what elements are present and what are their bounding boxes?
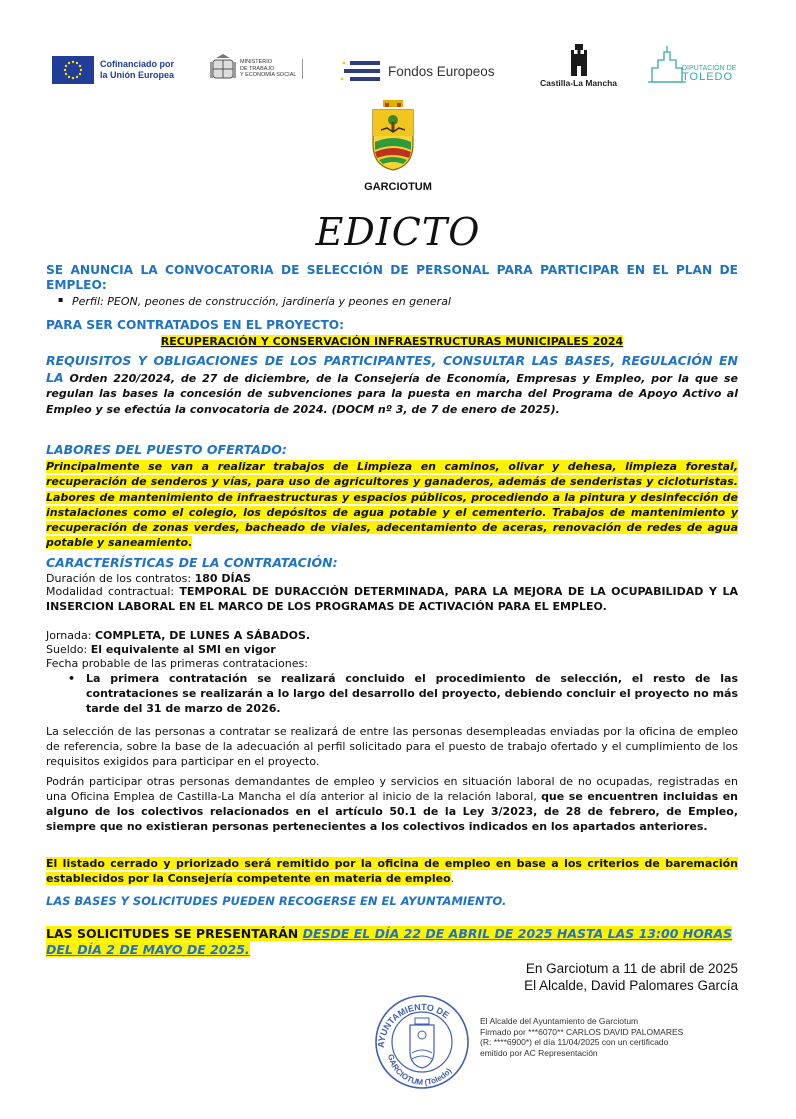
ministry-line3: Y ECONOMÍA SOCIAL — [240, 72, 297, 79]
seal-top-text: AYUNTAMIENTO DE — [375, 1001, 452, 1049]
tasks-body: Principalmente se van a realizar trabajos de Limpieza en caminos, olivar y dehesa, limpieza forestal, recuperación de senderos y vías, para uso de agricultores y ganaderos, además de senderistas y cicloturistas. Labores de mantenimiento de infraestructuras y espacios públicos, procediendo a la pintura y desinfección de instalaciones como el colegio, los depósitos de agua potable y el cementerio. Trabajos de mantenimiento y recuperación de zonas verdes, bacheado de viales, adecentamiento de aceras, renovación de redes de agua potable y saneamiento. — [46, 460, 738, 550]
coat-of-arms-icon — [210, 54, 236, 84]
salary-line — [46, 642, 738, 657]
bases-notice: LAS BASES Y SOLICITUDES PUEDEN RECOGERSE EN EL AYUNTAMIENTO. — [46, 894, 507, 908]
requirements-body: Orden 220/2024, de 27 de diciembre, de la Consejería de Economía, Empresas y Empleo, por la que se regulan las bases la concesión de subvenciones para la puesta en marcha del Programa de Apoyo Activo al Empleo y se efectúa la convocatoria de 2024. (DOCM nº 3, de 7 de enero de 2025). — [46, 371, 738, 416]
schedule-value: COMPLETA, DE LUNES A SÁBADOS. — [94, 629, 311, 642]
clm-text: Castilla-La Mancha — [540, 78, 617, 88]
deadline-lead: LAS SOLICITUDES SE PRESENTARÁN — [46, 926, 303, 941]
fondos-europeos-icon — [340, 58, 382, 84]
eu-text-line1: Cofinanciado por — [100, 59, 174, 69]
selection-p3: El listado cerrado y priorizado será remitido por la oficina de empleo en base a los criterios de baremación establecidos por la Consejería competente en materia de empleo — [46, 857, 738, 885]
seal-bottom-text: GARCIOTUM (Toledo) — [385, 1053, 454, 1087]
requirements-paragraph — [46, 353, 738, 417]
deadline-dates: DESDE EL DÍA 22 DE ABRIL DE 2025 HASTA LAS 13:00 HORAS DEL DÍA 2 DE MAYO DE 2025. — [46, 926, 733, 957]
toledo-line1: DIPUTACIÓN DE — [682, 65, 737, 72]
schedule-label: Jornada: — [46, 629, 95, 642]
profile-text: Perfil: PEON, peones de construcción, jardinería y peones en general — [72, 295, 451, 308]
fondos-europeos-text: Fondos Europeos — [388, 63, 495, 79]
tasks-heading: LABORES DEL PUESTO OFERTADO: — [46, 442, 287, 457]
eu-logo — [52, 56, 174, 84]
duration-value: 180 DÍAS — [194, 572, 252, 585]
ministry-logo — [210, 54, 303, 84]
signer: El Alcalde, David Palomares García — [524, 978, 738, 993]
toledo-building-icon — [648, 46, 686, 86]
toledo-line2: TOLEDO — [682, 71, 734, 83]
selection-paragraph-2 — [46, 774, 738, 834]
salary-value: El equivalente al SMI en vigor — [90, 643, 276, 656]
modality-label: Modalidad contractual: — [46, 585, 180, 598]
eu-text-line2: la Unión Europea — [100, 70, 175, 80]
selection-paragraph-1: La selección de las personas a contratar se realizará de entre las personas desempleadas enviadas por la oficina de empleo de referencia, sobre la base de la adecuación al perfil solicitado para el puesto de trabajo ofertado y el cumplimiento de los requisitos exigidos para participar en el proyecto. — [46, 725, 738, 768]
cert-line4: emitido por AC Representación — [480, 1047, 598, 1058]
modality-line — [46, 584, 738, 614]
contract-heading: CARACTERÍSTICAS DE LA CONTRATACIÓN: — [46, 555, 338, 570]
sponsor-logos — [0, 42, 796, 102]
selection-paragraph-3: El listado cerrado y priorizado será remitido por la oficina de empleo en base a los criterios de baremación establecidos por la Consejería competente en materia de empleo. — [46, 857, 738, 885]
project-name: RECUPERACIÓN Y CONSERVACIÓN INFRAESTRUCTURAS MUNICIPALES 2024 — [160, 335, 624, 348]
project-heading: PARA SER CONTRATADOS EN EL PROYECTO: — [46, 318, 345, 332]
castle-icon — [565, 42, 593, 78]
cert-line3: (R: ****6900*) el día 11/04/2025 con un certificado — [480, 1037, 669, 1047]
ministry-line2: DE TRABAJO — [240, 65, 275, 72]
deadline-paragraph — [46, 926, 738, 958]
selection-p2-bold: que se encuentren incluidas en alguno de los colectivos relacionados en el artículo 50.1 de la Ley 3/2023, de 28 de febrero, de Empleo, siempre que no existieran personas pertenecientes a los colectivos indicados en los apartados anteriores. — [46, 790, 739, 833]
town-name: GARCIOTUM — [364, 181, 432, 193]
toledo-logo — [648, 46, 736, 86]
date-bullet: • La primera contratación se realizará concluido el procedimiento de selección, el resto de las contrataciones se realizarán a lo largo del desarrollo del proyecto, debiendo concluir el proyecto no más tarde del 31 de marzo de 2026. — [46, 671, 738, 716]
electronic-signature-block — [480, 1016, 683, 1058]
announce-heading: SE ANUNCIA LA CONVOCATORIA DE SELECCIÓN DE PERSONAL PARA PARTICIPAR EN EL PLAN DE EMPLEO: — [46, 263, 738, 292]
clm-logo — [540, 42, 617, 88]
cert-line2: Firmado por ***6070** CARLOS DAVID PALOMARES — [480, 1026, 684, 1037]
salary-label: Sueldo: — [46, 643, 91, 656]
municipal-seal-icon — [372, 973, 472, 1111]
schedule-line — [46, 628, 738, 643]
eu-flag-icon — [52, 56, 94, 84]
place-date: En Garciotum a 11 de abril de 2025 — [525, 961, 738, 976]
document-title: EDICTO — [315, 210, 481, 254]
date-label: Fecha probable de las primeras contrataciones: — [46, 657, 308, 670]
cert-line1: El Alcalde del Ayuntamiento de Garciotum — [480, 1016, 639, 1026]
project-name-wrap — [46, 334, 738, 348]
tasks-paragraph — [46, 459, 738, 551]
requirements-lead: REQUISITOS Y OBLIGACIONES DE LOS PARTICIPANTES, CONSULTAR LAS BASES, REGULACIÓN EN LA — [46, 353, 738, 385]
modality-value: TEMPORAL DE DURACCIÓN DETERMINADA, PARA LA MEJORA DE LA OCUPABILIDAD Y LA INSERCION LABORAL EN EL MARCO DE LOS PROGRAMAS DE ACTIVACIÓN PARA EL EMPLEO. — [46, 585, 739, 613]
town-shield-icon — [367, 100, 419, 172]
fondos-europeos-logo — [340, 58, 495, 84]
selection-p2-normal: Podrán participar otras personas demandantes de empleo y servicios en situación laboral de no ocupadas, registradas en una Oficina Emplea de Castilla-La Mancha el día anterior al inicio de la relación laboral, — [46, 775, 738, 803]
duration-label: Duración de los contratos: — [46, 572, 195, 585]
profile-line — [46, 295, 738, 308]
profile-bullet: ▪ — [58, 295, 64, 304]
ministry-line1: MINISTERIO — [240, 59, 273, 66]
